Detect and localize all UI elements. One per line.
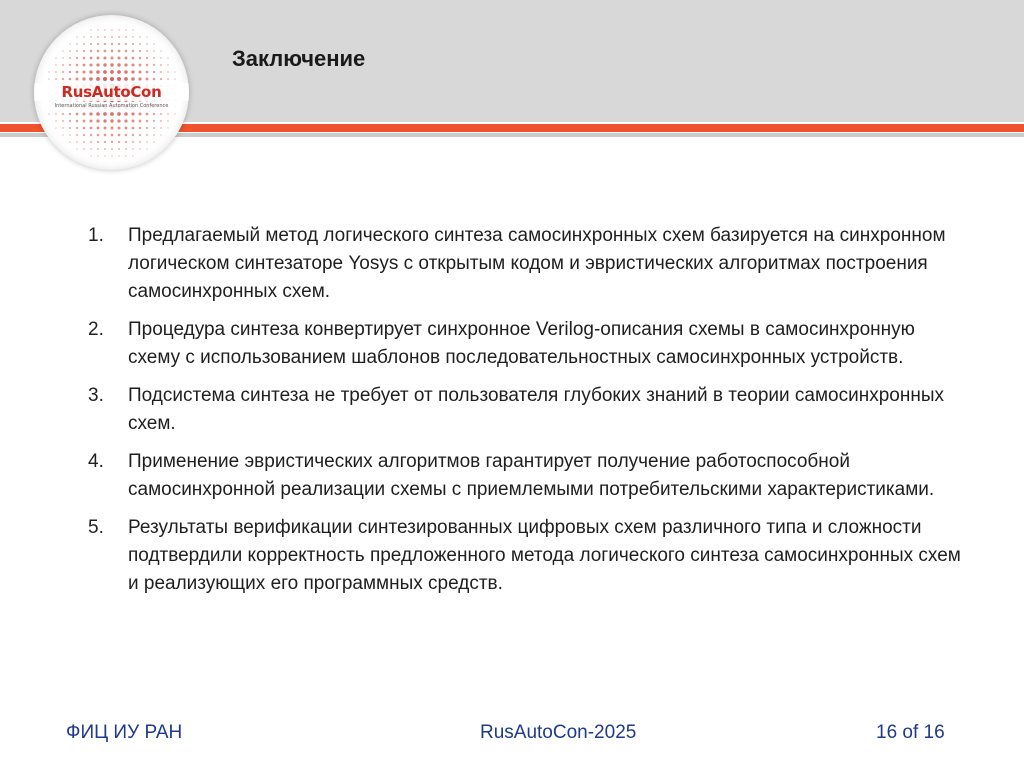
list-item-number: 2. — [88, 319, 104, 340]
list-item — [88, 382, 968, 438]
logo-tagline: International Russian Automation Conference — [42, 103, 181, 109]
list-item-text: Процедура синтеза конвертирует синхронное Verilog-описания схемы в самосинхронную схему с использованием шаблонов последовательностных самосинхронных устройств. — [128, 319, 915, 368]
list-item-text: Применение эвристических алгоритмов гарантирует получение работоспособной самосинхронной реализации схемы с приемлемыми потребительскими характеристиками. — [128, 451, 935, 500]
list-item — [88, 316, 968, 372]
slide-title: Заключение — [232, 46, 366, 71]
list-item-text: Подсистема синтеза не требует от пользователя глубоких знаний в теории самосинхронных схем. — [128, 385, 945, 434]
list-item — [88, 514, 968, 598]
list-item — [88, 222, 968, 306]
footer-conference: RusAutoCon-2025 — [480, 722, 637, 743]
conference-logo — [34, 15, 189, 170]
list-item-text: Предлагаемый метод логического синтеза самосинхронных схем базируется на синхронном логическом синтезаторе Yosys с открытым кодом и эвристических алгоритмах построения самосинхронных схем. — [128, 225, 946, 302]
list-item-number: 3. — [88, 385, 104, 406]
list-item — [88, 448, 968, 504]
list-item-text: Результаты верификации синтезированных цифровых схем различного типа и сложности подтвердили корректность предложенного метода логического синтеза самосинхронных схем и реализующих его программных средств. — [128, 517, 961, 594]
conclusion-list — [88, 222, 968, 608]
list-item-number: 4. — [88, 451, 104, 472]
footer-organization: ФИЦ ИУ РАН — [66, 722, 183, 743]
logo-wordmark: RusAutoCon — [34, 83, 189, 101]
list-item-number: 5. — [88, 517, 104, 538]
footer-page-number: 16 of 16 — [876, 722, 945, 743]
list-item-number: 1. — [88, 225, 104, 246]
